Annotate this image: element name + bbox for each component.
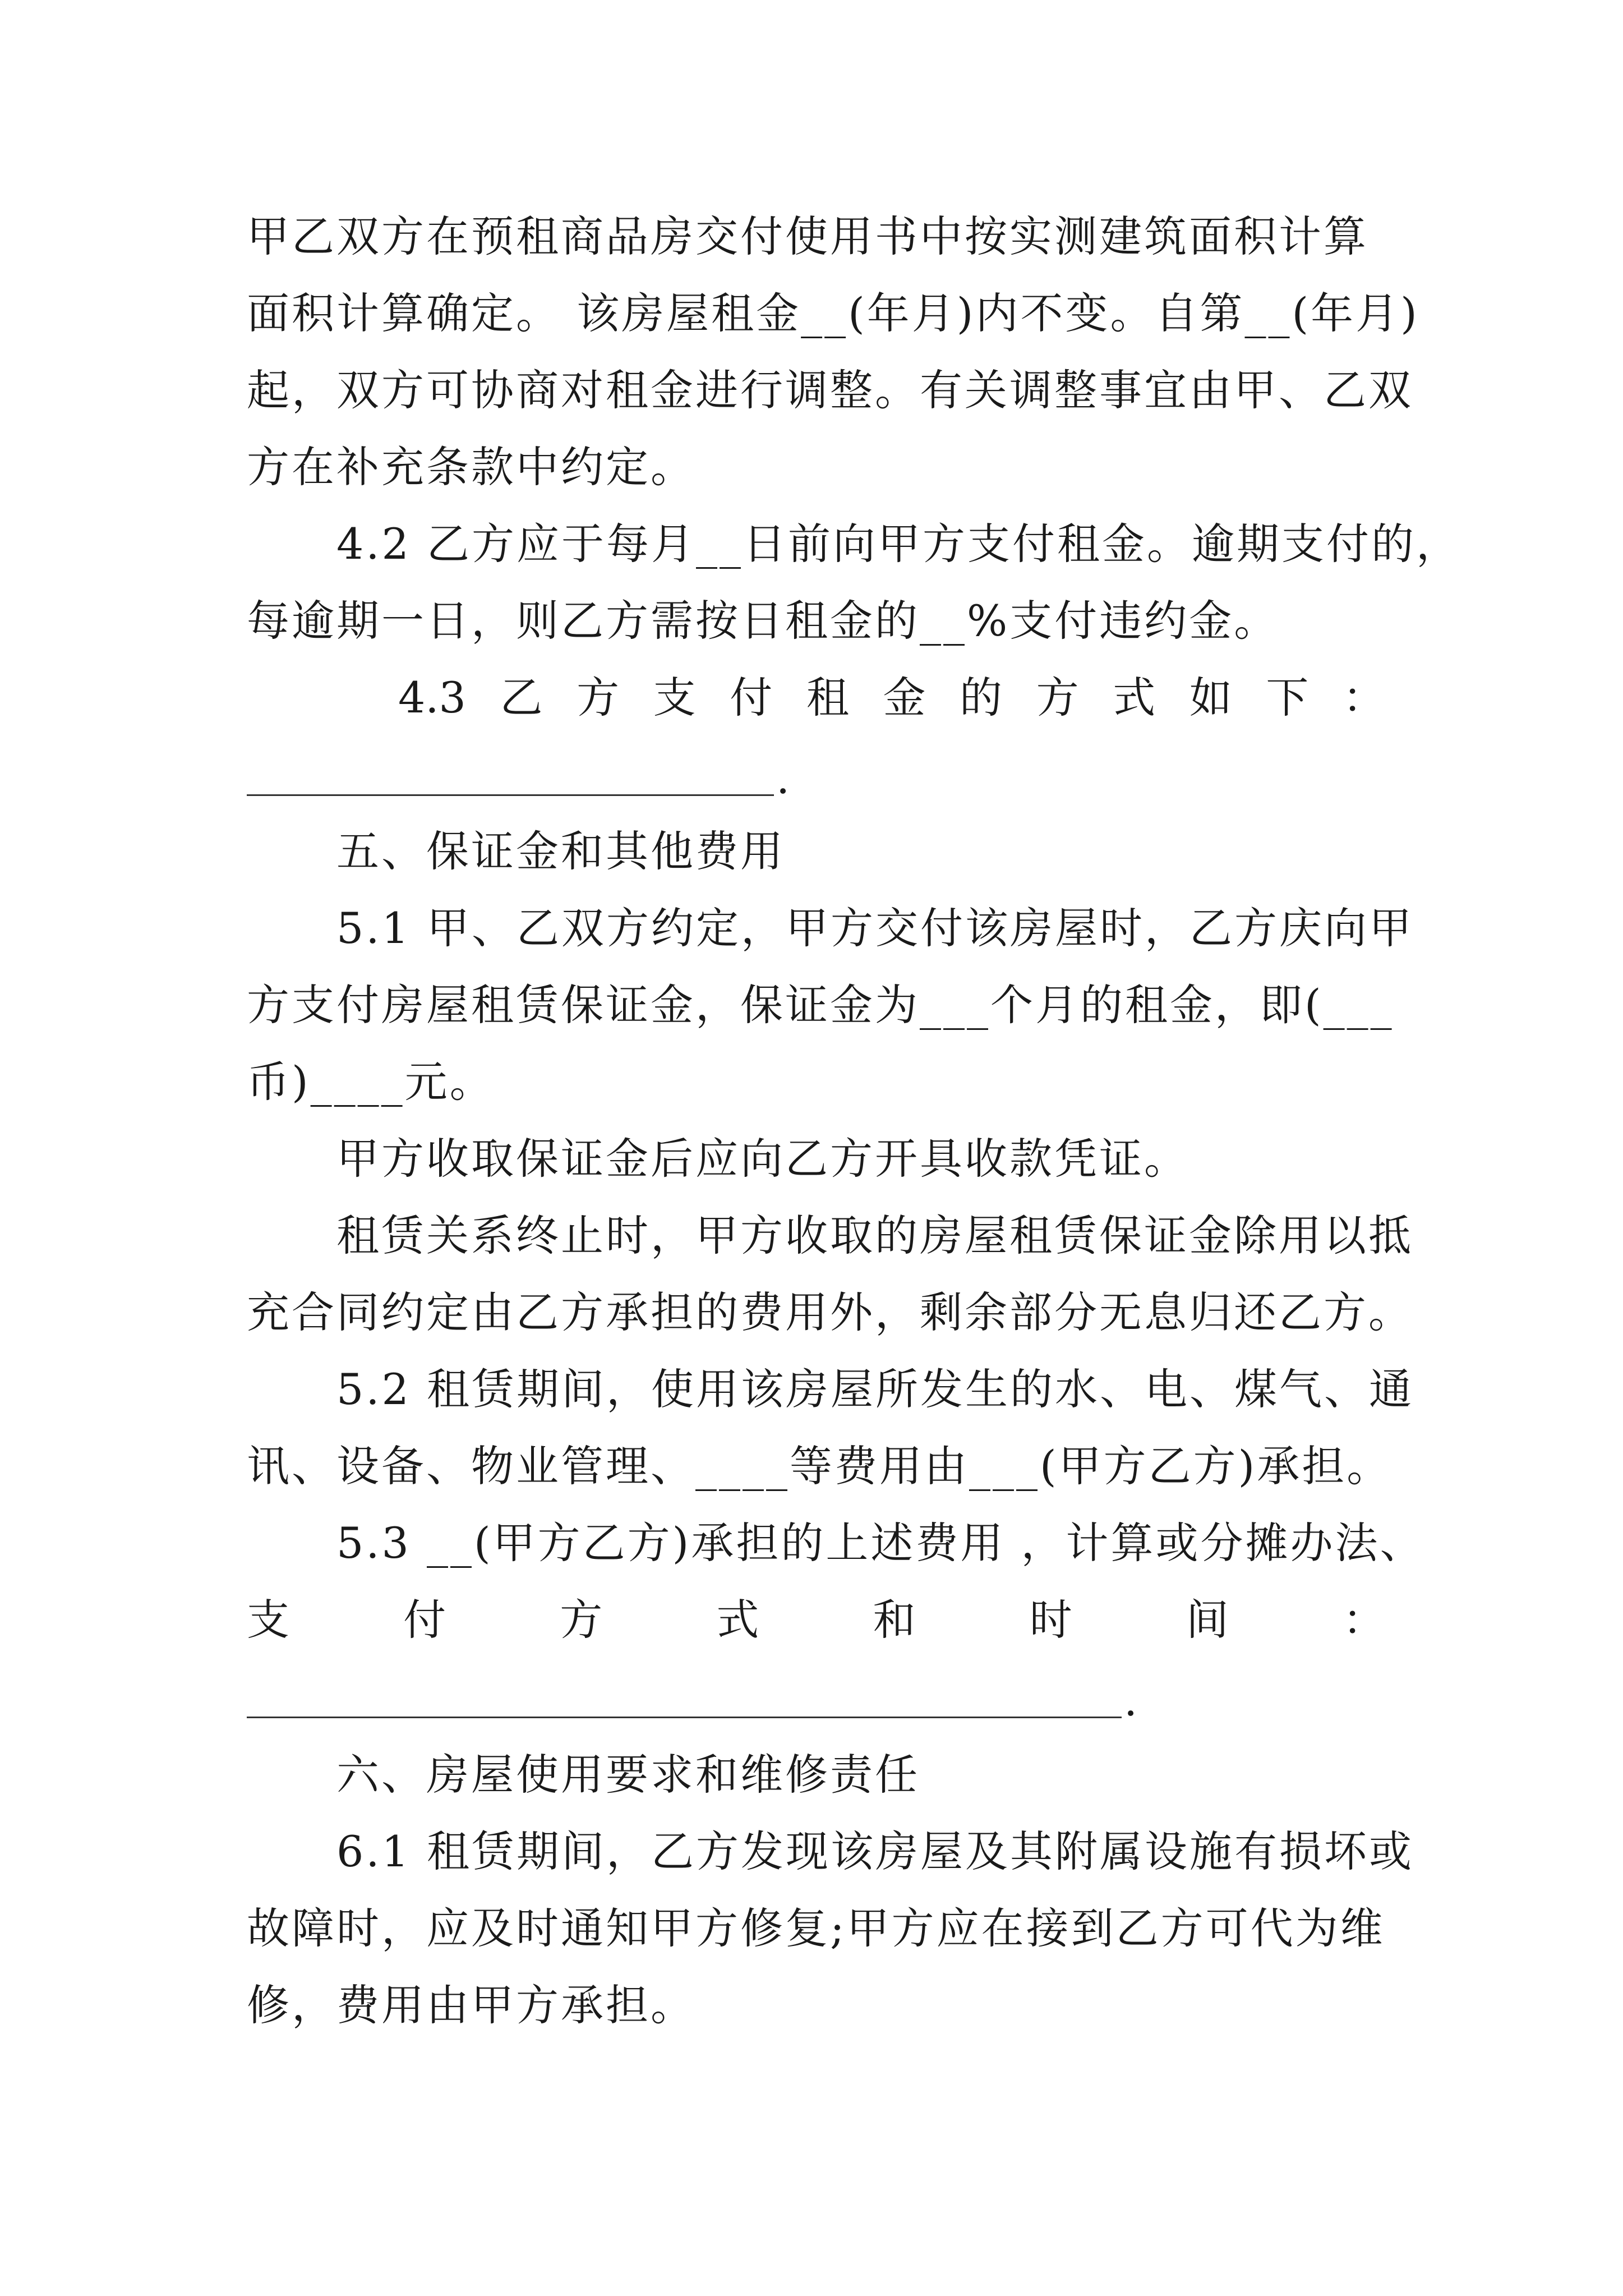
- justified-word: 支: [653, 673, 696, 723]
- justified-word: ：: [1342, 1595, 1385, 1645]
- paragraph-line: 充合同约定由乙方承担的费用外，剩余部分无息归还乙方。: [247, 1287, 1413, 1337]
- justified-word: 如: [1189, 673, 1232, 723]
- justified-word: 下: [1266, 673, 1309, 723]
- justified-word: 方: [560, 1595, 603, 1645]
- clause-5-2-line: 讯、设备、物业管理、____等费用由___(甲方乙方)承担。: [247, 1441, 1392, 1491]
- justified-word: 的: [960, 673, 1003, 723]
- clause-6-1-line: 6.1 租赁期间，乙方发现该房屋及其附属设施有损坏或: [336, 1826, 1414, 1876]
- paragraph-line: 租赁关系终止时，甲方收取的房屋租赁保证金除用以抵: [336, 1211, 1413, 1260]
- justified-word: 租: [806, 673, 849, 723]
- clause-5-3-line: 5.3 __(甲方乙方)承担的上述费用 ，计算或分摊办法、: [336, 1518, 1425, 1568]
- clause-5-2-line: 5.2 租赁期间，使用该房屋所发生的水、电、煤气、通: [336, 1364, 1414, 1414]
- blank-fill-line: [247, 1717, 1122, 1718]
- justified-word: 间: [1186, 1595, 1229, 1645]
- paragraph-line: 甲方收取保证金后应向乙方开具收款凭证。: [336, 1134, 1189, 1184]
- section-6-heading: 六、房屋使用要求和维修责任: [336, 1750, 920, 1800]
- clause-5-1-line: 币)____元。: [247, 1057, 495, 1107]
- justified-word: 4.3: [398, 673, 466, 723]
- justified-word: 付: [730, 673, 773, 723]
- justified-word: 方: [1036, 673, 1079, 723]
- justified-word: 式: [716, 1595, 759, 1645]
- clause-4-2-line: 每逾期一日，则乙方需按日租金的__%支付违约金。: [247, 596, 1279, 646]
- justified-word: ：: [1343, 673, 1385, 723]
- paragraph-line: 面积计算确定。 该房屋租金__(年月)内不变。自第__(年月): [247, 288, 1419, 338]
- clause-5-3-line: [247, 1592, 1385, 1648]
- line-end-period: .: [1124, 1676, 1138, 1726]
- justified-word: 式: [1113, 673, 1156, 723]
- justified-word: 付: [403, 1595, 446, 1645]
- paragraph-line: 甲乙双方在预租商品房交付使用书中按实测建筑面积计算: [247, 211, 1368, 261]
- clause-4-2-line: 4.2 乙方应于每月__日前向甲方支付租金。逾期支付的，: [336, 519, 1461, 569]
- line-end-period: .: [776, 753, 790, 803]
- justified-word: 和: [873, 1595, 916, 1645]
- section-5-heading: 五、保证金和其他费用: [336, 826, 785, 876]
- justified-word: 方: [577, 673, 620, 723]
- paragraph-line: 起，双方可协商对租金进行调整。有关调整事宜由甲、乙双: [247, 365, 1413, 415]
- clause-6-1-line: 故障时，应及时通知甲方修复;甲方应在接到乙方可代为维: [247, 1903, 1385, 1953]
- clause-6-1-line: 修，费用由甲方承担。: [247, 1980, 695, 2030]
- paragraph-line: 方在补充条款中约定。: [247, 442, 695, 492]
- clause-5-1-line: 方支付房屋租赁保证金，保证金为___个月的租金，即(___: [247, 980, 1394, 1030]
- justified-word: 金: [883, 673, 926, 723]
- blank-fill-line: [247, 794, 774, 796]
- clause-5-1-line: 5.1 甲、乙双方约定，甲方交付该房屋时，乙方庆向甲: [336, 903, 1414, 953]
- justified-word: 支: [247, 1595, 289, 1645]
- clause-4-3-line: [398, 670, 1385, 726]
- justified-word: 时: [1029, 1595, 1072, 1645]
- justified-word: 乙: [500, 673, 543, 723]
